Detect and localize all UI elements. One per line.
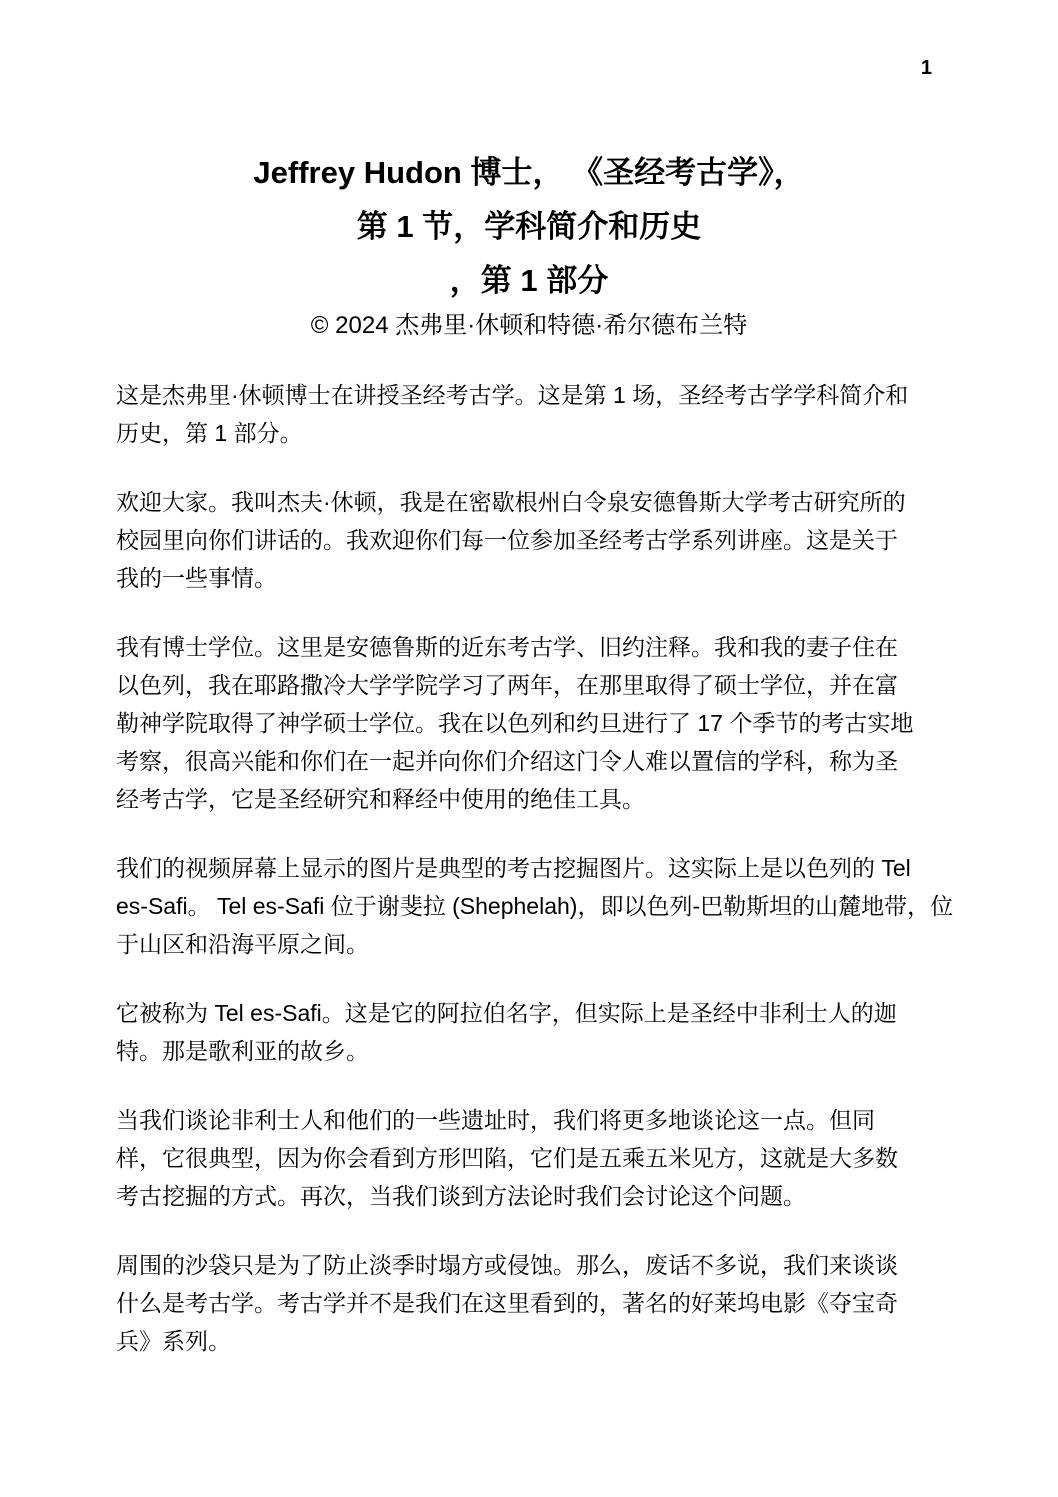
text-line: 经考古学，它是圣经研究和释经中使用的绝佳工具。 [116, 786, 645, 812]
text-line: 特。那是歌利亚的故乡。 [116, 1038, 369, 1064]
text-line: 它被称为 Tel es-Safi。这是它的阿拉伯名字，但实际上是圣经中非利士人的迦 [116, 1000, 897, 1026]
page-number: 1 [920, 57, 932, 79]
text-line: 当我们谈论非利士人和他们的一些遗址时，我们将更多地谈论这一点。但同 [116, 1107, 875, 1133]
text-line: 于山区和沿海平原之间。 [116, 931, 369, 957]
paragraph-3 [116, 628, 938, 818]
paragraph-1 [116, 376, 938, 452]
text-line: 勒神学院取得了神学硕士学位。我在以色列和约旦进行了 17 个季节的考古实地 [116, 710, 914, 736]
text-line: 考察，很高兴能和你们在一起并向你们介绍这门令人难以置信的学科，称为圣 [116, 748, 898, 774]
text-line: 周围的沙袋只是为了防止淡季时塌方或侵蚀。那么，废话不多说，我们来谈谈 [116, 1252, 898, 1278]
document-title-line-2: 第 1 节，学科简介和历史 [356, 209, 702, 244]
text-line: 欢迎大家。我叫杰夫·休顿，我是在密歇根州白令泉安德鲁斯大学考古研究所的 [116, 489, 906, 515]
document-title-line-1: Jeffrey Hudon 博士， 《圣经考古学》， [253, 155, 805, 190]
text-line: 历史，第 1 部分。 [116, 420, 303, 446]
paragraph-7 [116, 1246, 938, 1360]
text-line: 我的一些事情。 [116, 565, 277, 591]
text-line: es-Safi。 Tel es-Safi 位于谢斐拉 (Shephelah)，即以色列-巴勒斯坦的山麓地带，位 [116, 893, 954, 919]
paragraph-5 [116, 994, 938, 1070]
text-line: 我有博士学位。这里是安德鲁斯的近东考古学、旧约注释。我和我的妻子住在 [116, 634, 898, 660]
document-header [0, 0, 1058, 344]
text-line: 兵》系列。 [116, 1328, 231, 1354]
text-line: 考古挖掘的方式。再次，当我们谈到方法论时我们会讨论这个问题。 [116, 1183, 806, 1209]
copyright-line: © 2024 杰弗里·休顿和特德·希尔德布兰特 [310, 312, 748, 339]
text-line: 校园里向你们讲话的。我欢迎你们每一位参加圣经考古学系列讲座。这是关于 [116, 527, 898, 553]
paragraph-4 [116, 849, 954, 963]
paragraph-2 [116, 483, 938, 597]
text-line: 样，它很典型，因为你会看到方形凹陷，它们是五乘五米见方，这就是大多数 [116, 1145, 898, 1171]
text-line: 我们的视频屏幕上显示的图片是典型的考古挖掘图片。这实际上是以色列的 Tel [116, 855, 911, 881]
text-line: 以色列，我在耶路撒冷大学学院学习了两年，在那里取得了硕士学位，并在富 [116, 672, 898, 698]
text-line: 这是杰弗里·休顿博士在讲授圣经考古学。这是第 1 场，圣经考古学学科简介和 [116, 382, 909, 408]
document-body [116, 376, 954, 1360]
text-line: 什么是考古学。考古学并不是我们在这里看到的，著名的好莱坞电影《夺宝奇 [116, 1290, 898, 1316]
paragraph-6 [116, 1101, 938, 1215]
document-title-line-3: ，第 1 部分 [449, 263, 609, 298]
